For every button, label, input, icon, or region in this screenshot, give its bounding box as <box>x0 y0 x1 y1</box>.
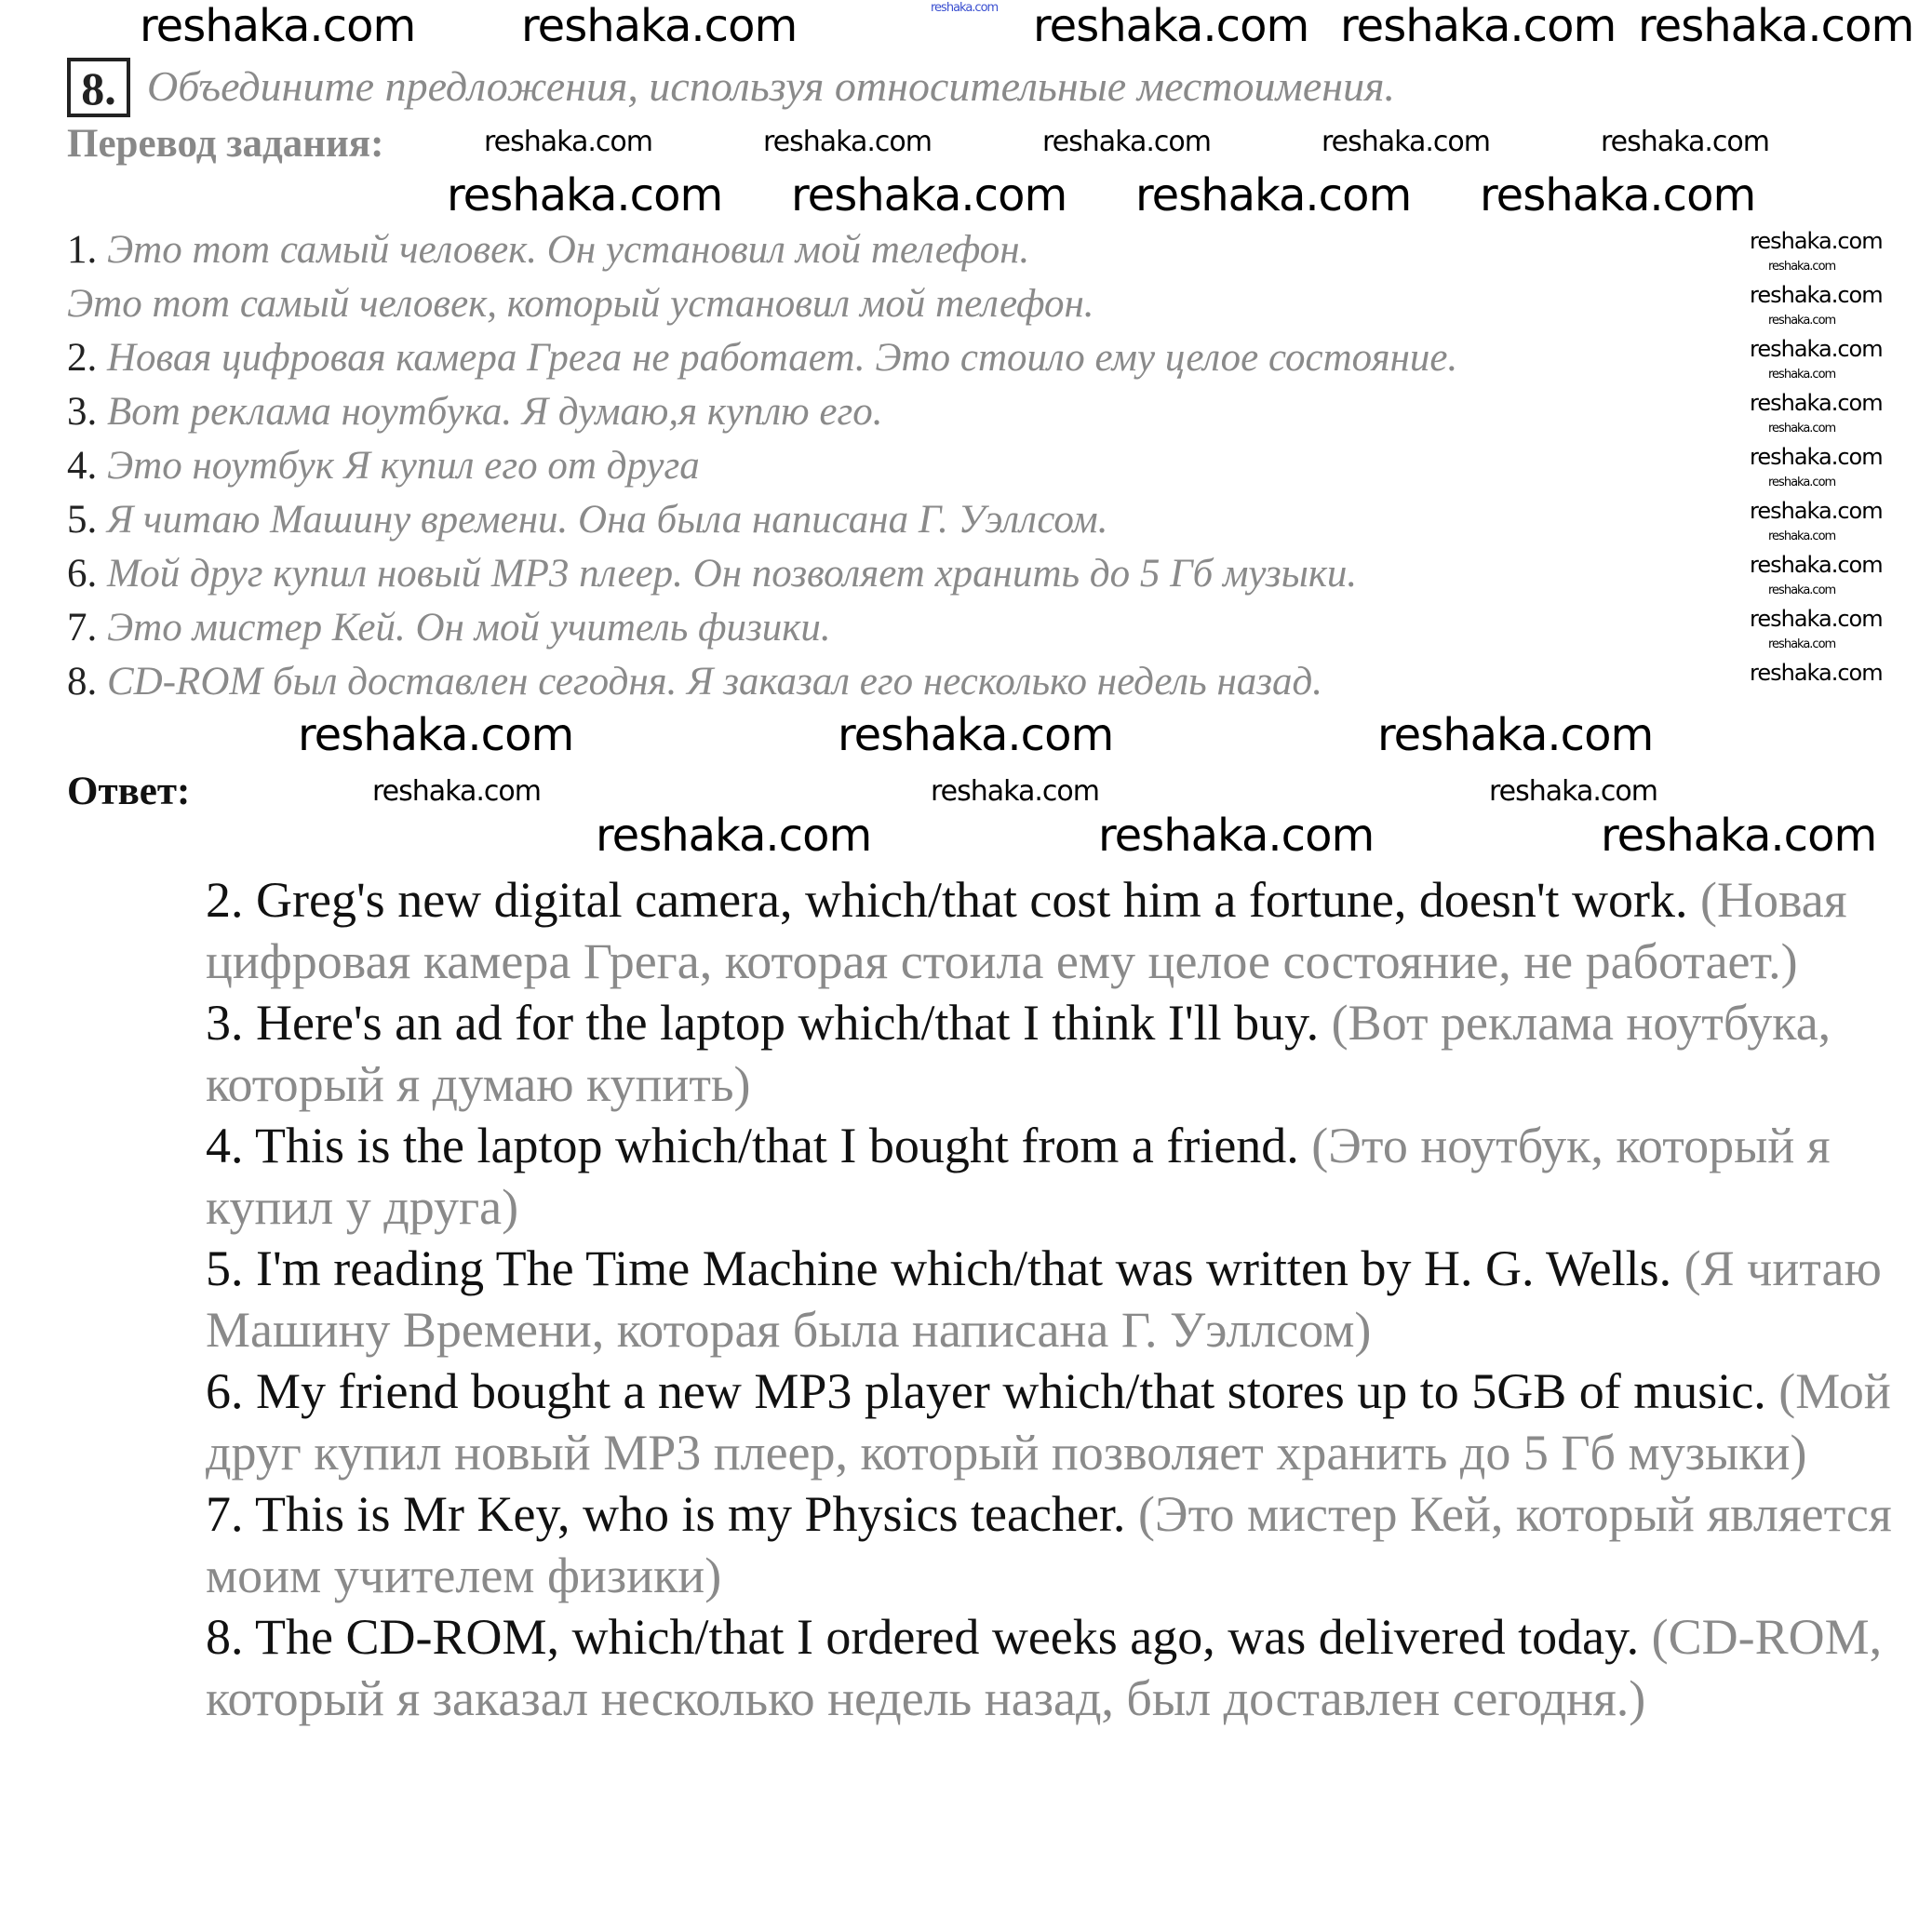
translation-item <box>67 281 1094 328</box>
answer-russian: (Это мистер Кей, который является моим учителем физики) <box>206 1486 1892 1603</box>
item-number: 1. <box>67 228 98 272</box>
item-text: Мой друг купил новый MP3 плеер. Он позволяет хранить до 5 Гб музыки. <box>107 552 1358 596</box>
watermark: reshaka.com <box>1750 336 1883 362</box>
watermark: reshaka.com <box>1750 444 1883 470</box>
watermark: reshaka.com <box>838 709 1114 761</box>
watermark: reshaka.com <box>1750 282 1883 308</box>
watermark: reshaka.com <box>1135 169 1412 221</box>
watermark: reshaka.com <box>1768 260 1836 274</box>
item-text: Я читаю Машину времени. Она была написана Г. Уэллсом. <box>107 498 1108 542</box>
answer-russian: (CD-ROM, который я заказал несколько недель назад, был доставлен сегодня.) <box>206 1609 1883 1726</box>
answer-english: 7. This is Mr Key, who is my Physics teacher. <box>206 1486 1126 1542</box>
translation-item <box>67 497 1107 543</box>
watermark: reshaka.com <box>1750 390 1883 416</box>
answer-heading: Ответ: <box>67 770 191 813</box>
translation-item <box>67 659 1322 705</box>
watermark: reshaka.com <box>1340 0 1617 52</box>
item-text: Это мистер Кей. Он мой учитель физики. <box>107 606 831 650</box>
watermark: reshaka.com <box>1750 606 1883 632</box>
translation-heading: Перевод задания: <box>67 122 384 166</box>
item-number: 8. <box>67 660 98 704</box>
watermark: reshaka.com <box>484 126 652 158</box>
item-text: Это тот самый человек, который установил мой телефон. <box>67 282 1094 326</box>
watermark: reshaka.com <box>1750 498 1883 524</box>
item-text: Это тот самый человек. Он установил мой телефон. <box>107 228 1030 272</box>
answer-item <box>206 1115 1909 1238</box>
item-number: 7. <box>67 606 98 650</box>
watermark: reshaka.com <box>1768 476 1836 489</box>
watermark: reshaka.com <box>1768 529 1836 543</box>
item-number: 6. <box>67 552 98 596</box>
exercise-instruction: Объедините предложения, используя относительные местоимения. <box>147 62 1396 110</box>
answer-item <box>206 992 1909 1115</box>
answer-list <box>206 869 1909 1729</box>
item-text: CD-ROM был доставлен сегодня. Я заказал его несколько недель назад. <box>107 660 1323 704</box>
exercise-number: 8. <box>67 58 130 117</box>
answer-english: 4. This is the laptop which/that I bought from a friend. <box>206 1118 1299 1173</box>
watermark: reshaka.com <box>791 169 1067 221</box>
answer-item <box>206 1360 1909 1483</box>
watermark: reshaka.com <box>140 0 416 52</box>
answer-item <box>206 1238 1909 1360</box>
item-text: Новая цифровая камера Грега не работает. Это стоило ему целое состояние. <box>107 336 1458 380</box>
watermark: reshaka.com <box>1322 126 1490 158</box>
answer-russian: (Это ноутбук, который я купил у друга) <box>206 1118 1831 1235</box>
watermark: reshaka.com <box>447 169 723 221</box>
answer-english: 8. The CD-ROM, which/that I ordered weeks ago, was delivered today. <box>206 1609 1640 1665</box>
translation-item <box>67 335 1457 382</box>
item-number: 4. <box>67 444 98 488</box>
watermark: reshaka.com <box>298 709 574 761</box>
item-text: Это ноутбук Я купил его от друга <box>107 444 700 488</box>
watermark: reshaka.com <box>931 775 1099 808</box>
translation-item <box>67 443 700 489</box>
watermark: reshaka.com <box>1750 552 1883 578</box>
answer-item <box>206 1483 1909 1606</box>
watermark: reshaka.com <box>1768 583 1836 597</box>
watermark: reshaka.com <box>931 1 999 15</box>
answer-english: 3. Here's an ad for the laptop which/that I think I'll buy. <box>206 995 1320 1051</box>
translation-item <box>67 551 1357 597</box>
item-number: 3. <box>67 390 98 434</box>
item-text: Вот реклама ноутбука. Я думаю,я куплю его. <box>107 390 883 434</box>
item-number: 5. <box>67 498 98 542</box>
watermark: reshaka.com <box>1768 422 1836 436</box>
answer-item <box>206 1606 1909 1729</box>
watermark: reshaka.com <box>1042 126 1211 158</box>
translation-item <box>67 389 882 436</box>
watermark: reshaka.com <box>372 775 541 808</box>
watermark: reshaka.com <box>1377 709 1654 761</box>
watermark: reshaka.com <box>1601 810 1877 862</box>
answer-russian: (Я читаю Машину Времени, которая была написана Г. Уэллсом) <box>206 1240 1882 1358</box>
answer-item <box>206 869 1909 992</box>
answer-english: 5. I'm reading The Time Machine which/that was written by H. G. Wells. <box>206 1240 1672 1296</box>
watermark: reshaka.com <box>763 126 932 158</box>
watermark: reshaka.com <box>1033 0 1309 52</box>
watermark: reshaka.com <box>1768 368 1836 382</box>
answer-russian: (Вот реклама ноутбука, который я думаю купить) <box>206 995 1831 1112</box>
answer-russian: (Новая цифровая камера Грега, которая стоила ему целое состояние, не работает.) <box>206 872 1847 989</box>
watermark: reshaka.com <box>1480 169 1756 221</box>
watermark: reshaka.com <box>1489 775 1657 808</box>
watermark: reshaka.com <box>521 0 798 52</box>
watermark: reshaka.com <box>1750 660 1883 686</box>
translation-item <box>67 227 1029 274</box>
watermark: reshaka.com <box>1638 0 1914 52</box>
watermark: reshaka.com <box>1601 126 1769 158</box>
answer-english: 6. My friend bought a new MP3 player which/that stores up to 5GB of music. <box>206 1363 1766 1419</box>
watermark: reshaka.com <box>1750 228 1883 254</box>
item-number: 2. <box>67 336 98 380</box>
translation-item <box>67 605 831 651</box>
answer-english: 2. Greg's new digital camera, which/that cost him a fortune, doesn't work. <box>206 872 1688 928</box>
watermark: reshaka.com <box>1768 314 1836 328</box>
answer-russian: (Мой друг купил новый MP3 плеер, который позволяет хранить до 5 Гб музыки) <box>206 1363 1891 1481</box>
watermark: reshaka.com <box>1098 810 1375 862</box>
watermark: reshaka.com <box>1768 637 1836 651</box>
watermark: reshaka.com <box>596 810 872 862</box>
